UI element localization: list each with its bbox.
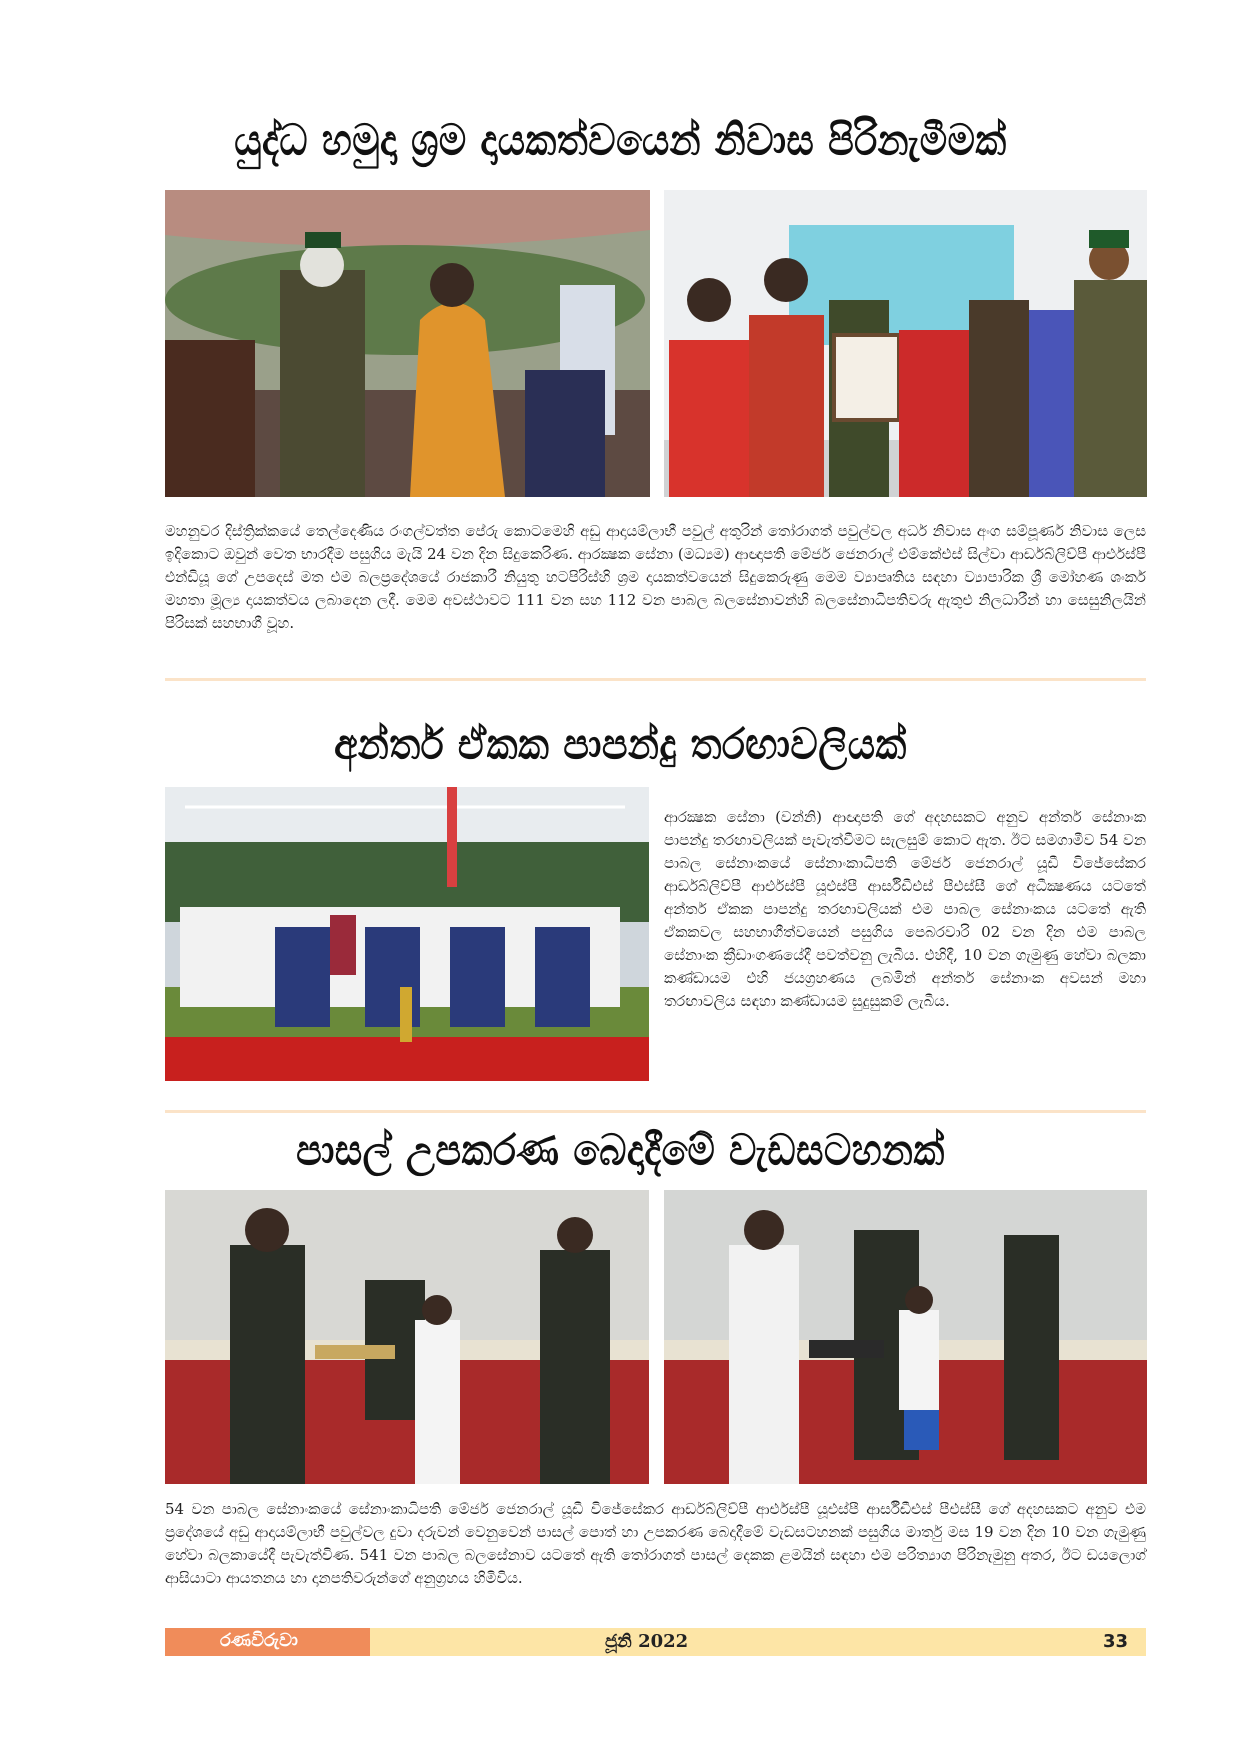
section-divider-2 — [165, 1110, 1146, 1113]
story2-body: ආරක්‍ෂක සේනා (වන්නි) ආඥාපති ගේ අදහසකට අනුව අන්තර් සේනාංක පාපන්දු තරඟාවලියක් පැවැත්වීමට සැලසුම් කොට ඇත. ඊට සමගාමීව 54 වන පාබල සේනාංකයේ සේනාංකාධිපති මේජර් ජෙනරාල් යූඩී විජේසේකර ආර්ඩබ්ලිව්පී ආර්එස්පී යූඑස්පී ආර්සීඩීඑස් පීඑස්සී ගේ අධීක්‍ෂණය යටතේ අන්තර් ඒකක පාපන්දු තරඟාවලියක් එම පාබල සේනාංකය යටතේ ඇති ඒකකවල සහභාගීත්වයෙන් පසුගිය පෙබරවාරි 02 වන දින එම පාබල සේනාංක ක්‍රීඩාංගණයේදී පවත්වනු ලැබීය. එහිදී, 10 වන ගැමුණු හේවා බලකා කණ්ඩායම එහි ජයග්‍රහණය ලබමින් අන්තර් සේනාංක අවසන් මහා තරඟාවලිය සඳහා කණ්ඩායම සුදුසුකම් ලැබීය. — [664, 808, 1146, 1010]
issue-date: ජූනි 2022 — [605, 1631, 689, 1652]
story3-body: 54 වන පාබල සේනාංකයේ සේනාංකාධිපති මේජර් ජෙනරාල් යූඩී විජේසේකර ආර්ඩබ්ලිව්පී ආර්එස්පී යූඑස්පී ආර්සීඩීඑස් පීඑස්සී ගේ අදහසකට අනුව එම ප්‍රදේශයේ අඩු ආදායම්ලාභී පවුල්වල දුවා දරුවන් වෙනුවෙන් පාසල් පොත් හා උපකරණ බෙදාදීමේ වැඩසටහනක් පසුගිය මාර්තු මස 19 වන දින 10 වන ගැමුණු හේවා බලකායේදී පැවැත්විණ. 541 වන පාබල බලසේනාව යටතේ ඇති තෝරාගත් පාසල් දෙකක ළමයින් සඳහා එම පරිත්‍යාග පිරිනැමුනු අතර, ඊට ඩයලොග් ආසියාටා ආයතනය හා දානපතිවරුන්ගේ අනුග්‍රහය හිමිවිය. — [165, 1500, 1146, 1587]
book-distribution-photo-illustration — [165, 1190, 649, 1484]
page-number: 33 — [1103, 1631, 1129, 1652]
certificate-handover-photo-illustration — [664, 190, 1147, 497]
story1-photo-left — [165, 190, 650, 497]
ceremony-photo-illustration — [165, 190, 650, 497]
story3-photo-right — [664, 1190, 1147, 1484]
section-divider-1 — [165, 678, 1146, 681]
story1-body: මහනුවර දිස්ත්‍රික්කයේ තෙල්දෙණිය රංගල්වත්ත පේරු කොටමෙහි අඩු ආදායම්ලාභී පවුල් අතුරින් තෝරාගත් පවුල්වල අර්ධ නිවාස අංග සම්පූර්ණ නිවාස ලෙස ඉදිකොට ඔවුන් වෙත භාරදීම පසුගිය මැයි 24 වන දින සිදුකෙරිණ. ආරක්‍ෂක සේනා (මධ්‍යම) ආඥාපති මේජර් ජෙනරාල් එම්කේඑස් සිල්වා ආර්ඩබ්ලිව්පී ආර්එස්පී එන්ඩියූ ගේ උපදෙස් මත එම බලප්‍රදේශයේ රාජකාරී නියුතු හටපිරිස්හි ශ්‍රම දායකත්වයෙන් සිදුකෙරුණු මෙම ව්‍යාපෘතිය සඳහා ව්‍යාපාරික ශ්‍රී මෝහණ ශංකර් මහතා මූල්‍ය දායකත්වය ලබාදෙන ලදී. මෙම අවස්ථාවට 111 වන සහ 112 වන පාබල බලසේනාවන්හි බලසේනාධිපතිවරු ඇතුළු නිලධාරීන් හා සෙසුනිලයින් පිරිසක් සහභාගී වූහ. — [165, 522, 1146, 632]
school-supplies-handover-photo-illustration — [664, 1190, 1147, 1484]
magazine-name: රණවිරුවා — [220, 1630, 298, 1651]
footer-issue-bar — [370, 1628, 1146, 1656]
story1-headline: යුද්ධ හමුදා ශ්‍රම දායකත්වයෙන් නිවාස පිරිනැමීමක් — [234, 115, 1007, 165]
story3-headline: පාසල් උපකරණ බෙදාදීමේ වැඩසටහනක් — [296, 1125, 945, 1175]
football-team-photo-illustration — [165, 787, 649, 1081]
story3-photo-left — [165, 1190, 649, 1484]
story1-photo-right — [664, 190, 1147, 497]
story2-photo — [165, 787, 649, 1081]
story2-headline: අන්තර් ඒකක පාපන්දු තරඟාවලියක් — [334, 719, 907, 769]
